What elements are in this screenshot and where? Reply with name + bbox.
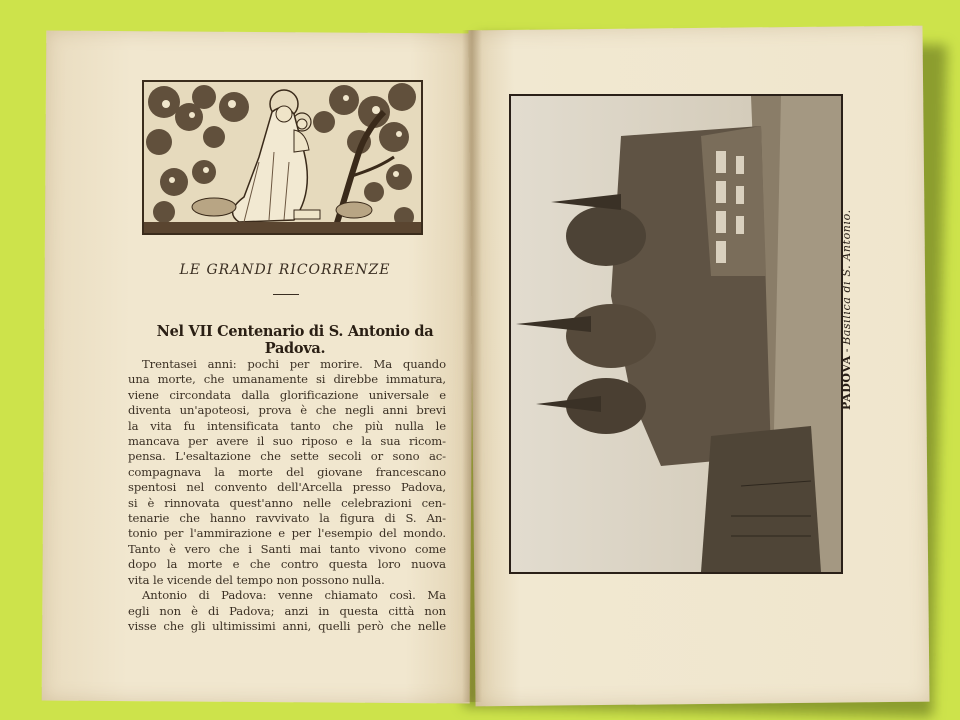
text-line: una morte, che umanamente si direbbe immatura, — [128, 372, 446, 387]
text-line: egli non è di Padova; anzi in questa città non — [128, 603, 446, 618]
engraving-illustration — [142, 80, 423, 235]
text-line: tonio per l'ammirazione e per l'esempio del mondo. — [128, 526, 446, 541]
heading-rule — [273, 294, 299, 295]
text-line: mancava per avere il suo riposo e la sua ricom- — [128, 434, 446, 449]
text-line: diventa un'apoteosi, prova è che negli anni brevi — [128, 403, 446, 418]
text-line: si è rinnovata quest'anno nelle celebrazioni cen- — [128, 495, 446, 510]
text-line: dopo la morte e che contro questa loro nuova — [128, 557, 446, 572]
article-body — [128, 357, 446, 634]
saint-anthony-engraving — [144, 82, 421, 233]
text-line: Tanto è vero che i Santi mai tanto vivono come — [128, 541, 446, 556]
text-line: pensa. L'esaltazione che sette secoli or sono ac- — [128, 449, 446, 464]
section-heading: LE GRANDI RICORRENZE — [179, 262, 391, 278]
text-line: Trentasei anni: pochi per morire. Ma quando — [142, 357, 446, 371]
text-line: spentosi nel convento dell'Arcella presso Padova, — [128, 480, 446, 495]
book-gutter — [462, 30, 482, 702]
text-line: compagnava la morte del giovane francescano — [128, 464, 446, 479]
text-line: Antonio di Padova: venne chiamato così. Ma — [142, 588, 446, 603]
basilica-photo — [509, 94, 843, 574]
text-line: la vita fu intensificata tanto che più nulla le — [128, 418, 446, 433]
text-line: vita le vicende del tempo non possono nulla. — [128, 572, 385, 587]
text-line: tenarie che hanno ravvivato la figura di S. An- — [128, 511, 446, 526]
text-line: viene circondata dalla glorificazione universale e — [128, 387, 446, 402]
caption-separator: - — [840, 347, 853, 353]
text-line: visse che gli ultimissimi anni, quelli però che nelle — [128, 618, 446, 633]
caption-place: PADOVA — [840, 355, 853, 410]
basilica-image — [511, 96, 841, 572]
caption-description: Basilica di S. Antonio. — [840, 209, 853, 345]
photo-caption — [840, 209, 853, 410]
article-title: Nel VII Centenario di S. Antonio da Padova. — [156, 323, 434, 357]
